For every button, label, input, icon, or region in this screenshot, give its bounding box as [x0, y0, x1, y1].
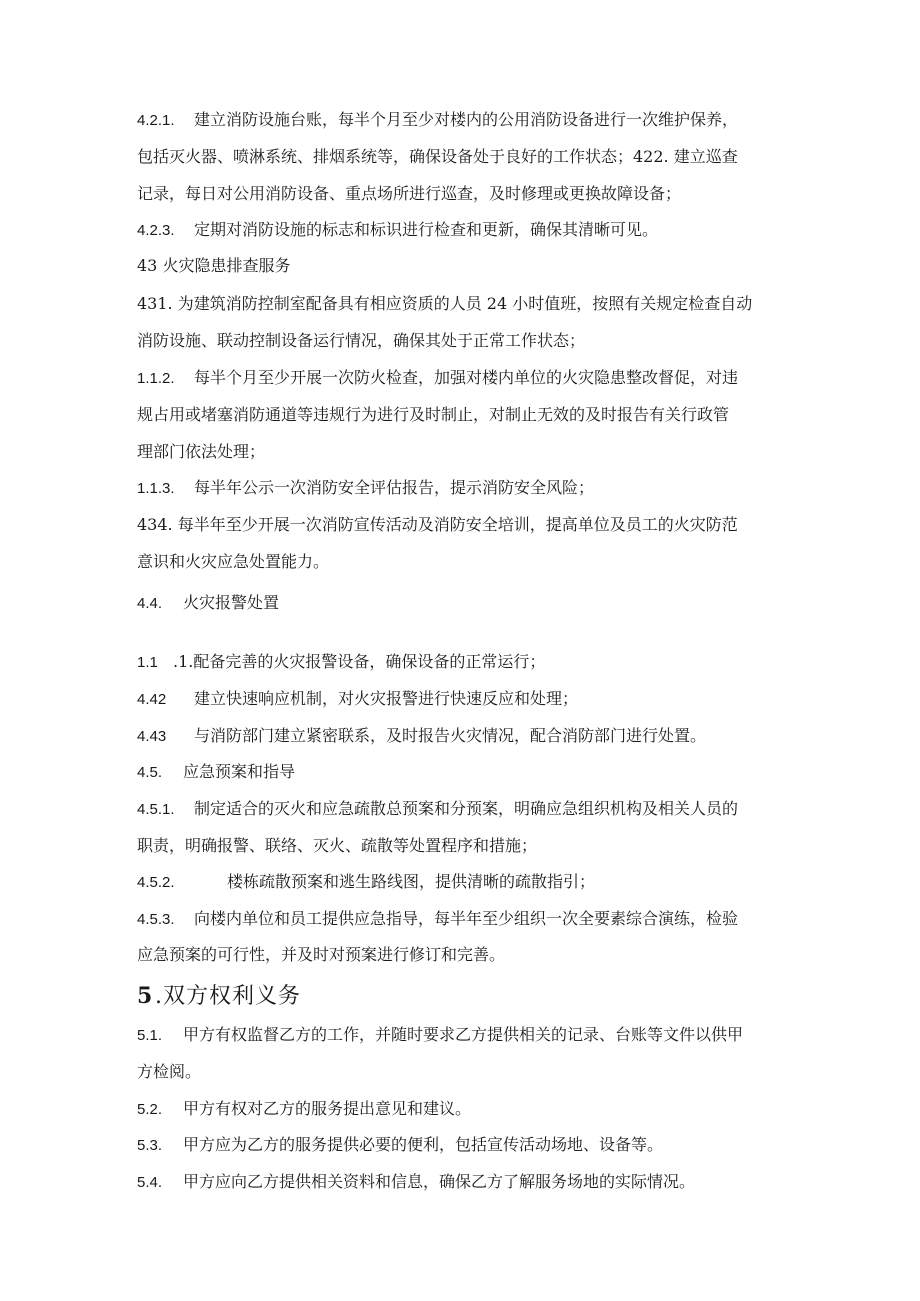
- clause-number: 5.4.: [137, 1174, 163, 1191]
- text-line: [137, 1058, 787, 1086]
- section-heading-4-3: [137, 252, 787, 280]
- clause-number: 4.5.3.: [137, 911, 175, 928]
- clause-4-3-4: [137, 511, 787, 539]
- text-line: [137, 327, 787, 355]
- text-line: [137, 832, 787, 860]
- clause-text: 职责，明确报警、联络、灭火、疏散等处置程序和措施；: [137, 836, 538, 855]
- clause-text: 规占用或堵塞消防通道等违规行为进行及时制止，对制止无效的及时报告有关行政管: [137, 405, 730, 424]
- clause-text: 甲方应为乙方的服务提供必要的便利，包括宣传活动场地、设备等。: [183, 1135, 664, 1154]
- clause-text: 理部门依法处理；: [137, 442, 266, 461]
- clause-4-2-3: [137, 216, 787, 244]
- clause-number: 1.1.2.: [137, 370, 175, 387]
- clause-5-3: [137, 1131, 787, 1159]
- text-line: [137, 941, 787, 969]
- clause-number: 4.2.1.: [137, 112, 175, 129]
- clause-5-2: [137, 1095, 787, 1123]
- clause-text: 每半年公示一次消防安全评估报告，提示消防安全风险；: [194, 478, 595, 497]
- text-line: [137, 548, 787, 576]
- clause-text: 包括灭火器、喷淋系统、排烟系统等，确保设备处于良好的工作状态；422. 建立巡查: [137, 147, 738, 166]
- clause-text: 甲方应向乙方提供相关资料和信息，确保乙方了解服务场地的实际情况。: [183, 1172, 696, 1191]
- section-heading-5: [137, 978, 787, 1014]
- text-line: [137, 438, 787, 466]
- clause-number: 4.5.: [137, 764, 163, 781]
- clause-text: 应急预案和指导: [183, 762, 296, 781]
- clause-text: 意识和火灾应急处置能力。: [137, 552, 330, 571]
- text-line: [137, 401, 787, 429]
- clause-4-4-1: [137, 648, 787, 676]
- clause-number: 5: [137, 983, 154, 1009]
- clause-text: 应急预案的可行性，并及时对预案进行修订和完善。: [137, 945, 506, 964]
- clause-text: 制定适合的灭火和应急疏散总预案和分预案，明确应急组织机构及相关人员的: [194, 799, 739, 818]
- clause-4-5-2: [137, 868, 787, 896]
- clause-text: 消防设施、联动控制设备运行情况，确保其处于正常工作状态；: [137, 331, 586, 350]
- section-heading-4-5: [137, 758, 787, 786]
- clause-number: 4.43: [137, 728, 167, 745]
- clause-4-4-3: [137, 722, 787, 750]
- clause-text: 火灾报警处置: [183, 593, 280, 612]
- section-heading-4-4: [137, 589, 787, 617]
- clause-5-4: [137, 1168, 787, 1196]
- clause-4-5-3: [137, 905, 787, 933]
- clause-1-1-3: [137, 474, 787, 502]
- clause-text: 431. 为建筑消防控制室配备具有相应资质的人员 24 小时值班，按照有关规定检查自动: [137, 294, 753, 313]
- clause-text: 向楼内单位和员工提供应急指导，每半年至少组织一次全要素综合演练，检验: [194, 909, 739, 928]
- clause-5-1: [137, 1021, 787, 1049]
- clause-text: 甲方有权监督乙方的工作，并随时要求乙方提供相关的记录、台账等文件以供甲: [183, 1025, 744, 1044]
- clause-4-5-1: [137, 795, 787, 823]
- clause-text: 方检阅。: [137, 1062, 202, 1081]
- clause-number: 4.5.1.: [137, 801, 175, 818]
- clause-text: 记录，每日对公用消防设备、重点场所进行巡查，及时修理或更换故障设备；: [137, 184, 682, 203]
- clause-text: 建立消防设施台账，每半个月至少对楼内的公用消防设备进行一次维护保养，: [194, 110, 739, 129]
- clause-text: 甲方有权对乙方的服务提出意见和建议。: [183, 1099, 472, 1118]
- text-line: [137, 143, 787, 171]
- clause-4-4-2: [137, 685, 787, 713]
- clause-text: 建立快速响应机制，对火灾报警进行快速反应和处理；: [194, 689, 579, 708]
- clause-1-1-2: [137, 364, 787, 392]
- clause-number: 4.42: [137, 691, 167, 708]
- clause-number: 5.3.: [137, 1137, 163, 1154]
- clause-text: 与消防部门建立紧密联系，及时报告火灾情况，配合消防部门进行处置。: [194, 726, 707, 745]
- clause-4-3-1: [137, 290, 787, 318]
- clause-4-2-1: [137, 106, 787, 134]
- clause-text: 43 火灾隐患排查服务: [137, 256, 291, 275]
- clause-text: 定期对消防设施的标志和标识进行检查和更新，确保其清晰可见。: [194, 220, 659, 239]
- clause-number: 5.1.: [137, 1027, 163, 1044]
- text-line: [137, 180, 787, 208]
- clause-text: 每半个月至少开展一次防火检查，加强对楼内单位的火灾隐患整改督促，对违: [194, 368, 739, 387]
- clause-number: 4.2.3.: [137, 222, 175, 239]
- clause-text: .1.配备完善的火灾报警设备，确保设备的正常运行；: [173, 652, 546, 671]
- heading-text: .双方权利义务: [155, 984, 301, 1009]
- clause-text: 楼栋疏散预案和逃生路线图，提供清晰的疏散指引；: [227, 872, 596, 891]
- clause-number: 5.2.: [137, 1101, 163, 1118]
- clause-text: 434. 每半年至少开展一次消防宣传活动及消防安全培训，提高单位及员工的火灾防范: [137, 515, 738, 534]
- clause-number: 4.5.2.: [137, 874, 175, 891]
- clause-number: 1.1: [137, 654, 158, 671]
- clause-number: 4.4.: [137, 595, 163, 612]
- clause-number: 1.1.3.: [137, 480, 175, 497]
